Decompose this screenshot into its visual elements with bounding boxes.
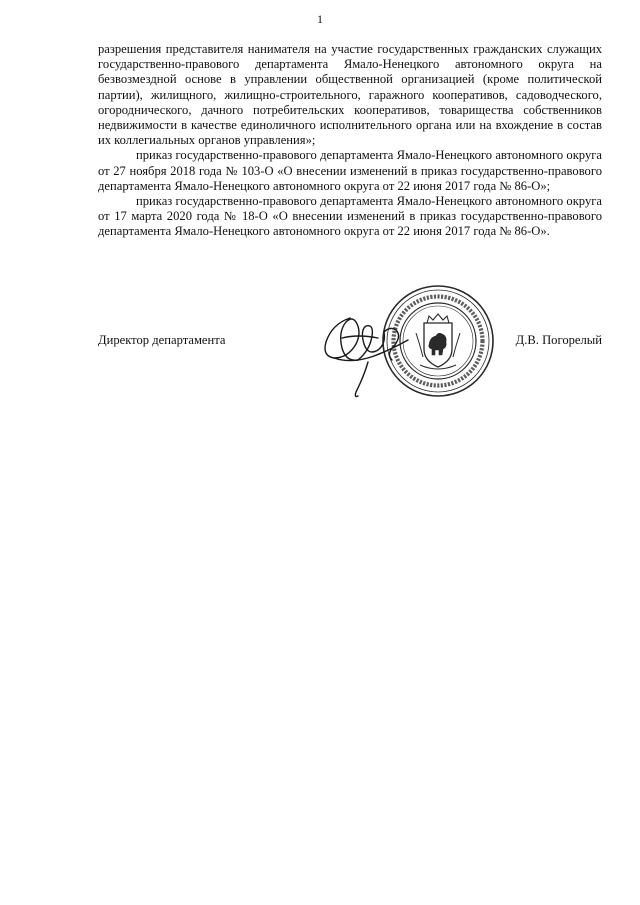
paragraph-continuation: разрешения представителя нанимателя на участие государственных гражданских служащих государственно-правового департамента Ямало-Ненецкого автономного округа на безвозмездной основе в управлении общественной организацией (кроме политической партии), жилищного, жилищно-строительного, гаражного кооперативов, садоводческого, огороднического, дачного потребительских кооперативов, товарищества собственников недвижимости в качестве единоличного исполнительного органа или на вхождение в состав их коллегиальных органов управления»; [98,42,602,148]
paragraph-order-2020: приказ государственно-правового департамента Ямало-Ненецкого автономного округа от 17 марта 2020 года № 18-О «О внесении изменений в приказ государственно-правового департамента Ямало-Ненецкого автономного округа от 22 июня 2017 года № 86-О». [98,194,602,239]
body-text [98,42,602,240]
page-number: 1 [317,12,323,26]
signer-title: Директор департамента [98,333,226,347]
handwritten-signature-icon [312,300,422,400]
paragraph-order-2018: приказ государственно-правового департамента Ямало-Ненецкого автономного округа от 27 ноября 2018 года № 103-О «О внесении изменений в приказ государственно-правового департамента Ямало-Ненецкого автономного округа от 22 июня 2017 года № 86-О»; [98,148,602,193]
signer-name: Д.В. Погорелый [515,333,602,347]
